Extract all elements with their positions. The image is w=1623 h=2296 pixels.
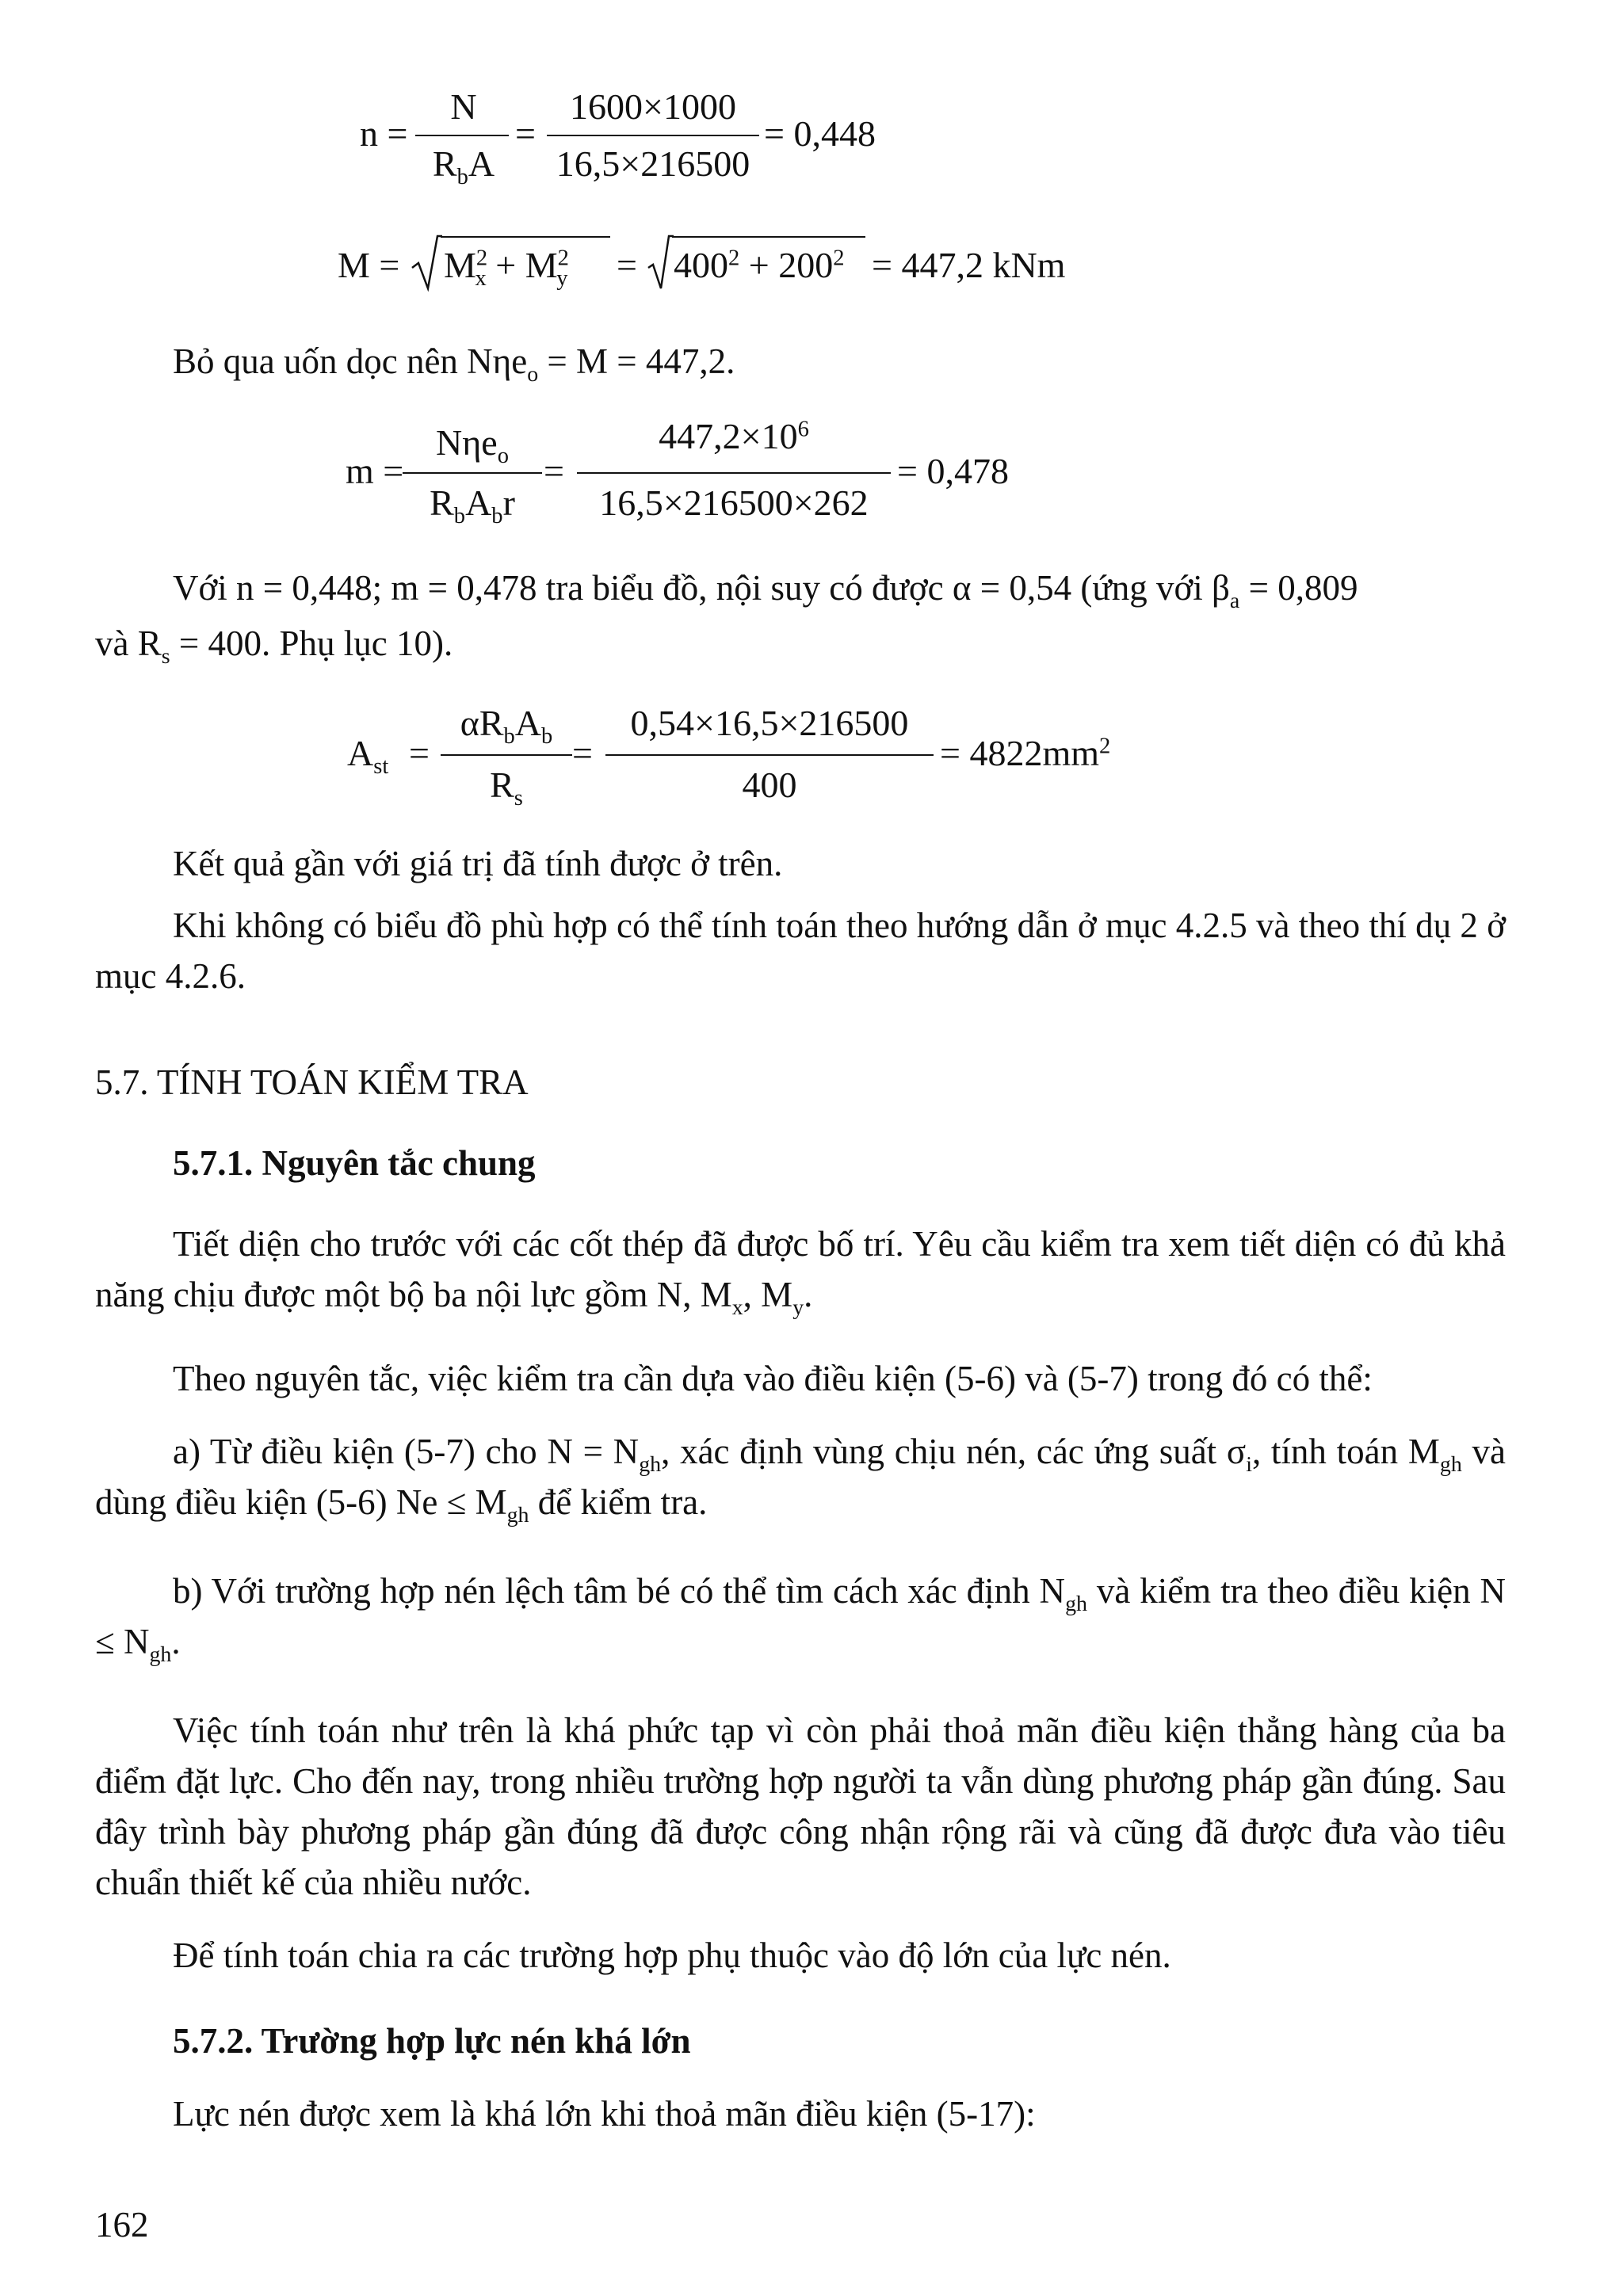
- para-de-tinh: Để tính toán chia ra các trường hợp phụ thuộc vào độ lớn của lực nén.: [173, 1936, 1171, 1975]
- para-voi-n-line2: và $R_s = 400$. Phụ lục 10).: [95, 624, 453, 669]
- eq-ast-result: = $4822mm^2$: [940, 733, 1111, 773]
- eq-ast-eq2: =: [572, 733, 593, 773]
- sqrt-bar: [441, 236, 610, 238]
- heading-572: 5.7.2. Trường hợp lực nén khá lớn: [173, 2021, 691, 2061]
- fraction-bar: [605, 754, 934, 756]
- fraction-bar: [415, 135, 509, 136]
- para-luc-nen: Lực nén được xem là khá lớn khi thoả mãn điều kiện (5-17):: [173, 2094, 1036, 2134]
- eq-m-radicand1: $M^2_x + M^2_y$: [444, 245, 569, 291]
- page-number: 162: [95, 2205, 149, 2245]
- para-viec-tinh-toan: Việc tính toán như trên là khá phức tạp vì còn phải thoả mãn điều kiện thẳng hàng của ba điểm đặt lực. Cho đến nay, trong nhiều trường hợp người ta vẫn dùng phương pháp gần đúng. Sau đây trình bày phương pháp gần đúng đã được công nhận rộng rãi và cũng đã được đưa vào tiêu chuẩn thiết kế của nhiều nước.: [95, 1711, 1506, 1902]
- eq-n-frac2-num: 1600×1000: [570, 86, 736, 127]
- fraction-bar: [547, 135, 759, 136]
- eq-m-mid: =: [617, 245, 637, 285]
- eq-m-lhs: M =: [338, 245, 400, 285]
- eq-mr-result: = 0,478: [897, 451, 1009, 491]
- para-theo-nguyen-tac: Theo nguyên tắc, việc kiểm tra cần dựa vào điều kiện (5-6) và (5-7) trong đó có thể:: [173, 1359, 1373, 1398]
- eq-ast-eq1: =: [409, 733, 430, 773]
- eq-n-result: = 0,448: [764, 113, 876, 154]
- fraction-bar: [403, 472, 542, 474]
- heading-571: 5.7.1. Nguyên tắc chung: [173, 1143, 536, 1183]
- sqrt-sign-icon: [647, 233, 674, 292]
- eq-mr-lhs: m =: [346, 451, 404, 491]
- fraction-bar: [441, 754, 572, 756]
- eq-m-result: = 447,2 kNm: [872, 245, 1066, 285]
- para-a: a) Từ điều kiện (5-7) cho $N = N_{gh}$, xác định vùng chịu nén, các ứng suất $\sigma_i$, tính toán $M_{gh}$ và dùng điều kiện (5-6) $Ne \le M_{gh}$ để kiểm tra.: [95, 1432, 1507, 1527]
- eq-ast-frac1-num: $\alpha R_bA_b$: [460, 703, 553, 749]
- para-tiet-dien: Tiết diện cho trước với các cốt thép đã được bố trí. Yêu cầu kiểm tra xem tiết diện có đủ khả năng chịu được một bộ ba nội lực gồm N, $M_x$, $M_y$.: [95, 1224, 1506, 1320]
- eq-n-lhs: n =: [360, 113, 408, 154]
- eq-n-eq: =: [515, 113, 536, 154]
- eq-n-frac2-den: 16,5×216500: [556, 143, 750, 184]
- line-bo-qua: Bỏ qua uốn dọc nên Nηe$_o$ = M = 447,2.: [173, 341, 735, 387]
- eq-n-frac1-den: $R_bA$: [432, 143, 495, 189]
- eq-mr-frac2-den: 16,5×216500×262: [599, 482, 869, 523]
- sqrt-bar: [672, 236, 865, 238]
- eq-ast-frac2-den: 400: [742, 765, 797, 805]
- eq-mr-frac2-num: $447,2\times 10^6$: [659, 416, 809, 456]
- para-ket-qua: Kết quả gần với giá trị đã tính được ở trên.: [173, 844, 783, 883]
- eq-n-frac1-num: N: [450, 86, 477, 127]
- eq-m-radicand2: $400^2 + 200^2$: [674, 245, 845, 285]
- eq-mr-frac1-den: $R_bA_br$: [430, 482, 515, 528]
- para-b: b) Với trường hợp nén lệch tâm bé có thể tìm cách xác định $N_{gh}$ và kiểm tra theo điều kiện $N \le N_{gh}$.: [95, 1571, 1506, 1667]
- fraction-bar: [577, 472, 891, 474]
- para-khi-khong: Khi không có biểu đồ phù hợp có thể tính toán theo hướng dẫn ở mục 4.2.5 và theo thí dụ 2 ở mục 4.2.6.: [95, 906, 1506, 996]
- eq-ast-frac1-den: $R_s$: [490, 765, 523, 810]
- para-voi-n-line1: Với n = 0,448; m = 0,478 tra biểu đồ, nội suy có được α = 0,54 (ứng với $\beta_a = 0,809$: [173, 568, 1358, 613]
- eq-mr-eq: =: [544, 451, 564, 491]
- eq-ast-frac2-num: 0,54×16,5×216500: [630, 703, 909, 743]
- sqrt-sign-icon: [411, 233, 442, 292]
- section-title: 5.7. TÍNH TOÁN KIỂM TRA: [95, 1062, 529, 1102]
- eq-ast-lhs: $A_{st}$: [347, 733, 389, 779]
- eq-mr-frac1-num: Nηe$_o$: [436, 422, 509, 468]
